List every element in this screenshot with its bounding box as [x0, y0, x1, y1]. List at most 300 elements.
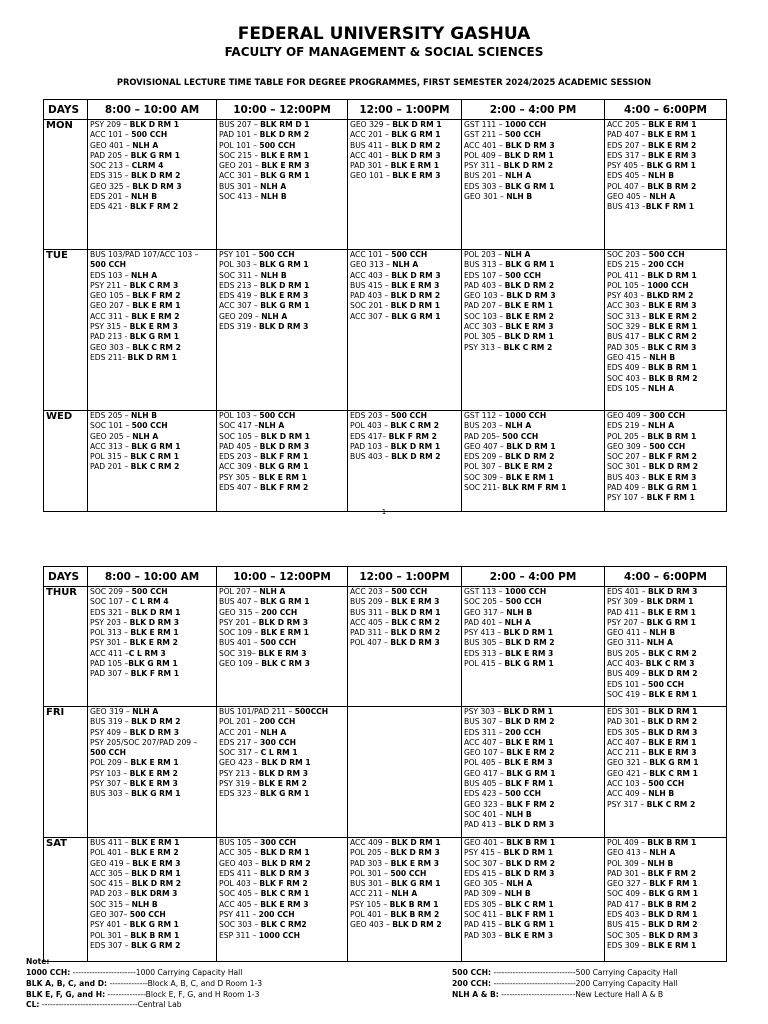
course-entry	[350, 618, 459, 628]
venue: BLK E RM 2	[129, 638, 178, 648]
venue: 500 CCH	[391, 411, 427, 420]
course-code: PSY 105 –	[350, 899, 390, 909]
course-code: BUS 307 –	[464, 717, 506, 727]
venue: BLK D RM 1	[648, 910, 698, 920]
venue: BLK C RM 2	[646, 799, 696, 809]
course-code: BUS 411 –	[90, 838, 132, 847]
venue: BLK E RM 3	[391, 597, 440, 607]
day-row-fri	[44, 707, 727, 838]
venue: NLH A	[391, 889, 418, 899]
venue: BLK E RM 1	[131, 838, 180, 847]
time-slot-cell	[348, 120, 462, 250]
course-code: ACC 403–	[607, 659, 646, 669]
course-entry	[607, 800, 724, 810]
course-code: POL 407 –	[607, 181, 648, 191]
day-label: TUE	[44, 250, 88, 411]
course-entry	[464, 608, 602, 618]
course-code: GEO 405 –	[607, 192, 650, 202]
course-entry	[464, 120, 602, 130]
course-code: PSY 409 –	[90, 727, 130, 737]
course-code: PSY 401 –	[90, 920, 130, 930]
course-entry	[90, 332, 214, 342]
course-entry	[219, 920, 345, 930]
course-entry	[90, 879, 214, 889]
course-entry	[464, 659, 602, 669]
page-number: 1	[381, 508, 387, 516]
course-entry	[90, 941, 214, 951]
course-entry	[350, 848, 459, 858]
course-entry	[90, 869, 214, 879]
venue: BLK D RM 2	[392, 920, 442, 930]
course-entry	[607, 769, 724, 779]
venue: BLK E RM 2	[258, 779, 307, 789]
course-entry	[607, 202, 724, 212]
course-entry	[607, 473, 724, 483]
course-code: POL 105 –	[607, 280, 648, 290]
venue: BLK E RM 2	[506, 748, 555, 758]
venue: BLK D RM 3	[648, 930, 699, 940]
course-code: GEO 325 –	[90, 181, 133, 191]
timetable-title: PROVISIONAL LECTURE TIME TABLE FOR DEGREE PROGRAMMES, FIRST SEMESTER 2024/2025 ACADEMIC SESSION	[116, 77, 652, 87]
course-code: PSY 211 –	[90, 280, 130, 290]
venue: 500 CCH	[505, 597, 542, 607]
venue: BLK E RM 2	[130, 848, 179, 858]
course-code: ACC 211 –	[607, 748, 649, 758]
venue: BLK G RM 1	[129, 920, 179, 930]
course-code: POL 407 –	[350, 638, 391, 648]
course-entry	[219, 728, 345, 738]
venue: BLK E RM 3	[505, 322, 554, 332]
venue: BLK D RM 2	[261, 858, 311, 868]
venue: BLK F RM 1	[505, 779, 554, 789]
course-entry	[464, 322, 602, 332]
venue: BLK E RM 1	[260, 150, 309, 160]
course-code: BUS 303 –	[90, 789, 132, 799]
course-code: EDS 421 -	[90, 202, 130, 212]
course-code: ACC 101 –	[350, 250, 392, 259]
course-entry	[90, 141, 214, 151]
course-entry	[90, 900, 214, 910]
course-entry	[90, 343, 214, 353]
course-code: GEO 207 –	[90, 301, 133, 311]
course-entry	[607, 638, 724, 648]
venue: BLK D RM 2	[259, 130, 310, 140]
venue: BLK D RM 1	[391, 838, 441, 847]
course-code: GEO 317 –	[464, 607, 507, 617]
venue: NLH A	[260, 181, 287, 191]
course-code: ACC 101 –	[90, 130, 132, 140]
course-entry	[607, 301, 724, 311]
venue: 500 CCH	[648, 679, 684, 689]
course-code: SOC 207 –	[607, 452, 649, 462]
course-entry	[90, 789, 214, 799]
course-entry	[607, 182, 724, 192]
course-entry	[90, 758, 214, 768]
course-entry	[219, 120, 345, 130]
course-code: EDS 105 –	[607, 383, 648, 393]
course-entry	[607, 920, 724, 930]
course-code: ACC 305 –	[219, 848, 261, 858]
course-entry	[464, 800, 602, 810]
notes-right-column	[452, 968, 677, 1000]
course-entry	[607, 322, 724, 332]
notes-title: Note:	[26, 957, 50, 966]
time-slot-cell	[605, 707, 727, 838]
venue: NLH A	[132, 431, 159, 441]
venue: BLK D RM 1	[506, 441, 556, 451]
course-code: PSY 201 –	[219, 617, 259, 627]
course-entry	[219, 421, 345, 431]
course-code: EDS 103 –	[90, 270, 131, 280]
venue: NLH A	[505, 171, 532, 181]
course-entry	[607, 848, 724, 858]
course-code: SOC 301 –	[607, 462, 649, 472]
course-code: GEO 321 –	[607, 758, 650, 768]
venue: 1000 CCH	[504, 411, 547, 420]
venue: BLKD RM 2	[646, 291, 694, 301]
course-entry	[350, 151, 459, 161]
course-entry	[219, 182, 345, 192]
course-entry	[219, 618, 345, 628]
course-code: PAD 403 –	[464, 280, 505, 290]
course-code: PAD 203 –	[90, 889, 131, 899]
course-entry	[464, 452, 602, 462]
venue: BLK D RM 1	[391, 607, 441, 617]
venue: BLK D RM 2	[505, 717, 555, 727]
day-row-tue	[44, 250, 727, 411]
time-slot-cell	[348, 838, 462, 962]
course-code: PSY 207 –	[607, 617, 647, 627]
venue: 200 CCH	[258, 910, 295, 920]
course-code: GEO 101 –	[350, 171, 393, 181]
days-header: DAYS	[44, 567, 88, 587]
course-entry	[219, 869, 345, 879]
course-code: PSY 309 –	[607, 597, 647, 607]
course-entry	[350, 587, 459, 597]
venue: BLK D RM 2	[505, 452, 555, 462]
venue: 500 CCH	[648, 779, 685, 789]
course-entry	[350, 271, 459, 281]
course-code: BUS 201 –	[464, 171, 506, 181]
course-code: EDS 315 –	[90, 171, 131, 181]
venue: BLK D RM 3	[258, 768, 309, 778]
venue: BLK D RM 1	[392, 120, 442, 129]
venue: BLK B RM 1	[648, 363, 697, 373]
course-code: PAD 301 –	[607, 868, 648, 878]
course-code: BUS 417 –	[607, 332, 649, 342]
course-code: PAD 309 –	[464, 889, 505, 899]
venue: 200 CCH	[261, 607, 298, 617]
time-slot-cell	[605, 838, 727, 962]
course-entry	[90, 161, 214, 171]
venue: BLK B RM 1	[647, 431, 697, 441]
course-entry	[464, 820, 602, 830]
venue: 200 CCH	[505, 727, 541, 737]
venue: BLK D RM 2	[131, 717, 181, 727]
venue: 1000 CCH	[258, 930, 301, 940]
course-code: ACC 301 –	[219, 171, 261, 181]
venue: BLK D RM 2	[648, 920, 698, 930]
course-code: EDS 317 –	[607, 150, 648, 160]
course-code: SOC 307 –	[464, 858, 506, 868]
course-code: PSY 319 –	[219, 779, 259, 789]
course-code: PSY 317 –	[607, 799, 647, 809]
course-entry	[607, 192, 724, 202]
venue: BLK C RM 2	[648, 332, 697, 342]
course-entry	[607, 353, 724, 363]
notes-legend	[26, 957, 756, 1010]
course-entry	[464, 848, 602, 858]
header-row	[44, 567, 727, 587]
course-code: POL 307 –	[464, 462, 505, 472]
course-entry	[90, 202, 214, 212]
note-value: --------------Block A, B, C, and D Room 1-3	[107, 978, 263, 988]
venue: BLK RM F RM 1	[502, 483, 567, 493]
day-label: WED	[44, 411, 88, 512]
course-code: EDS 101 –	[607, 679, 648, 689]
venue: 300 CCH	[260, 838, 297, 847]
course-entry	[350, 291, 459, 301]
course-code: SOC 213 –	[90, 161, 132, 171]
note-value: --------------Block E, F, G, and H Room 1-3	[105, 989, 260, 999]
course-code: EDS 305 –	[464, 899, 505, 909]
venue: BLK E RM 3	[260, 899, 309, 909]
course-code: BUS 305 –	[464, 638, 506, 648]
course-entry	[350, 608, 459, 618]
course-code: POL 303 –	[219, 260, 260, 270]
course-code: EDS 205 –	[90, 411, 131, 420]
course-code: BUS 105 –	[219, 838, 261, 847]
course-code: PAD 305 –	[607, 342, 648, 352]
course-code: SOC 309 –	[464, 472, 506, 482]
course-code: GEO 305 –	[464, 879, 507, 889]
course-code: EDS 411 –	[219, 868, 260, 878]
course-entry	[90, 281, 214, 291]
course-code: SOC 403 –	[607, 373, 649, 383]
course-code: GEO 201 –	[219, 161, 262, 171]
venue: BLK E RM 1	[647, 130, 696, 140]
note-key: BLK E, F, G, and H:	[26, 989, 106, 999]
venue: BLK F RM 2	[388, 431, 437, 441]
course-entry	[464, 789, 602, 799]
course-entry	[464, 442, 602, 452]
course-code: GEO 315 –	[219, 607, 262, 617]
course-entry	[464, 432, 602, 442]
timetable-page-1	[43, 99, 727, 512]
time-slot-cell	[605, 250, 727, 411]
course-code: BUS 301 –	[350, 879, 392, 889]
course-code: GST 112 –	[464, 411, 505, 420]
course-entry	[90, 151, 214, 161]
venue: BLK G RM 1	[260, 301, 310, 311]
venue: BLK E RM 1	[648, 322, 697, 332]
course-code: BUS 103/PAD 107/ACC 103 –	[90, 250, 199, 259]
course-code: EDS 215 –	[607, 260, 648, 270]
course-entry	[90, 421, 214, 431]
course-entry	[464, 473, 602, 483]
venue: BLK C RM2	[260, 920, 307, 930]
venue: BLK D RM 2	[504, 280, 555, 290]
course-entry	[90, 859, 214, 869]
course-entry	[464, 628, 602, 638]
course-entry	[607, 374, 724, 384]
time-slot-cell	[348, 250, 462, 411]
venue: NLH A	[506, 879, 533, 889]
course-entry	[219, 151, 345, 161]
slot-header-8am: 8:00 – 10:00 AM	[88, 567, 217, 587]
course-entry	[90, 638, 214, 648]
note-value: ------------------------------500 Carrying Capacity Hall	[491, 968, 678, 977]
course-code: PSY 101 –	[219, 250, 259, 259]
course-entry	[219, 738, 345, 748]
course-code: GEO 415 –	[607, 352, 650, 362]
venue: NLH A	[132, 707, 159, 716]
note-value: -----------------------------------Central Lab	[39, 1000, 182, 1010]
course-code: POL 305 –	[464, 332, 505, 342]
course-entry	[90, 920, 214, 930]
course-entry	[607, 659, 724, 669]
venue: BLK D RM 3	[505, 140, 555, 150]
course-code: PSY 103 –	[90, 768, 130, 778]
course-code: BUS 401 –	[219, 638, 261, 648]
venue: BLK D RM 3	[504, 820, 555, 830]
venue: BLK G RM 1	[260, 171, 310, 181]
course-code: SOC 215 –	[219, 150, 261, 160]
venue: BLK G RM 1	[504, 920, 555, 930]
course-code: ACC 407 –	[607, 737, 649, 747]
venue: BLK C RM 2	[648, 648, 697, 658]
course-entry	[350, 442, 459, 452]
course-entry	[219, 192, 345, 202]
course-entry	[350, 879, 459, 889]
course-code: PAD 411 –	[607, 607, 648, 617]
venue: BLK D RM 1	[503, 848, 554, 858]
course-entry	[464, 638, 602, 648]
day-label: THUR	[44, 587, 88, 707]
course-code: GEO 311–	[607, 638, 647, 648]
venue: BLK D RM 1	[127, 352, 177, 362]
venue: BLK F RM 2	[259, 879, 308, 889]
course-entry	[607, 779, 724, 789]
course-code: ACC 409 –	[350, 838, 392, 847]
course-entry	[219, 748, 345, 758]
course-entry	[607, 432, 724, 442]
venue: BLK D RM 3	[129, 727, 180, 737]
course-entry	[607, 587, 724, 597]
venue: BLK C RM 2	[130, 462, 180, 472]
course-entry	[219, 260, 345, 270]
course-code: ACC 307 –	[350, 311, 392, 321]
venue: NLH A	[649, 192, 676, 202]
course-code: GEO 407 –	[464, 441, 507, 451]
venue: BLK D RM 1	[260, 848, 310, 858]
course-code: EDS 409 –	[607, 363, 648, 373]
course-entry	[607, 608, 724, 618]
venue: BLK G RM 1	[260, 597, 310, 607]
venue: BLK C RM 2	[390, 421, 440, 431]
course-code: BUS 207 –	[219, 120, 261, 129]
venue: NLH A	[131, 270, 158, 280]
course-entry	[464, 931, 602, 941]
course-code: PAD 303 –	[350, 858, 391, 868]
note-line	[26, 1000, 262, 1011]
venue: BLK D RM 2	[505, 858, 556, 868]
course-entry	[464, 312, 602, 322]
course-code: PAD 303 –	[464, 930, 505, 940]
course-entry	[90, 442, 214, 452]
course-entry	[607, 889, 724, 899]
university-title: FEDERAL UNIVERSITY GASHUA	[237, 24, 531, 44]
course-entry	[464, 717, 602, 727]
venue: BLK D RM 3	[391, 270, 441, 280]
course-code: ACC 403 –	[350, 270, 392, 280]
course-code: PSY 205/SOC 207/PAD 209 –	[90, 737, 198, 747]
course-entry	[350, 411, 459, 421]
course-code: BUS 101/PAD 211 –	[219, 707, 295, 716]
course-entry	[90, 411, 214, 421]
course-entry	[607, 171, 724, 181]
course-entry	[464, 838, 602, 848]
venue: BLK E RM 3	[258, 648, 307, 658]
course-code: ACC 311 –	[90, 311, 132, 321]
venue: 1000 CCH	[647, 280, 689, 290]
course-code: SOC 415 –	[90, 879, 132, 889]
venue: BLK E RM 1	[648, 940, 697, 950]
course-code: PAD 101 –	[219, 130, 260, 140]
venue: 500 CCH	[260, 638, 297, 648]
course-code: GEO 421 –	[607, 768, 650, 778]
course-code: ACC 307 –	[219, 301, 261, 311]
course-code: PAD 413 –	[464, 820, 505, 830]
course-entry	[90, 659, 214, 669]
venue: BLK G RM 1	[648, 889, 699, 899]
venue: BLK G RM 2	[131, 940, 181, 950]
venue: BLK D RM 2	[391, 452, 441, 462]
course-entry	[464, 758, 602, 768]
course-entry	[219, 717, 345, 727]
venue: BLK G RM 1	[649, 758, 699, 768]
course-code: EDS 313 –	[464, 648, 505, 658]
venue: BLK D RM 2	[503, 161, 554, 171]
course-code: ACC 405 –	[350, 617, 392, 627]
course-entry	[219, 597, 345, 607]
course-code: PAD 401 –	[464, 617, 505, 627]
course-entry	[607, 161, 724, 171]
venue: NLH B	[649, 628, 676, 638]
slot-header-4pm: 4:00 – 6:00PM	[605, 100, 727, 120]
venue: BLK E RM 2	[505, 311, 554, 321]
course-entry	[607, 483, 724, 493]
course-entry	[350, 171, 459, 181]
course-entry	[90, 779, 214, 789]
course-code: EDS 209 –	[464, 452, 505, 462]
venue: BLK C RM 1	[649, 768, 698, 778]
venue: BLK G RM 1	[391, 130, 441, 140]
course-code: PSY 415 –	[464, 848, 504, 858]
course-code: GEO 417 –	[464, 768, 507, 778]
course-entry	[90, 452, 214, 462]
course-code: PAD 307 –	[90, 669, 131, 679]
course-code: EDS 311 –	[464, 727, 505, 737]
course-code: GEO 313 –	[350, 260, 393, 270]
venue: BLK B RM 1	[506, 838, 556, 847]
slot-header-2pm: 2:00 – 4:00 PM	[462, 567, 605, 587]
course-code: GEO 419 –	[90, 858, 133, 868]
venue: NLH A	[505, 421, 532, 431]
venue: BLK E RM 3	[648, 748, 697, 758]
note-key: 500 CCH:	[452, 968, 492, 977]
course-code: SOC 329 –	[607, 322, 649, 332]
